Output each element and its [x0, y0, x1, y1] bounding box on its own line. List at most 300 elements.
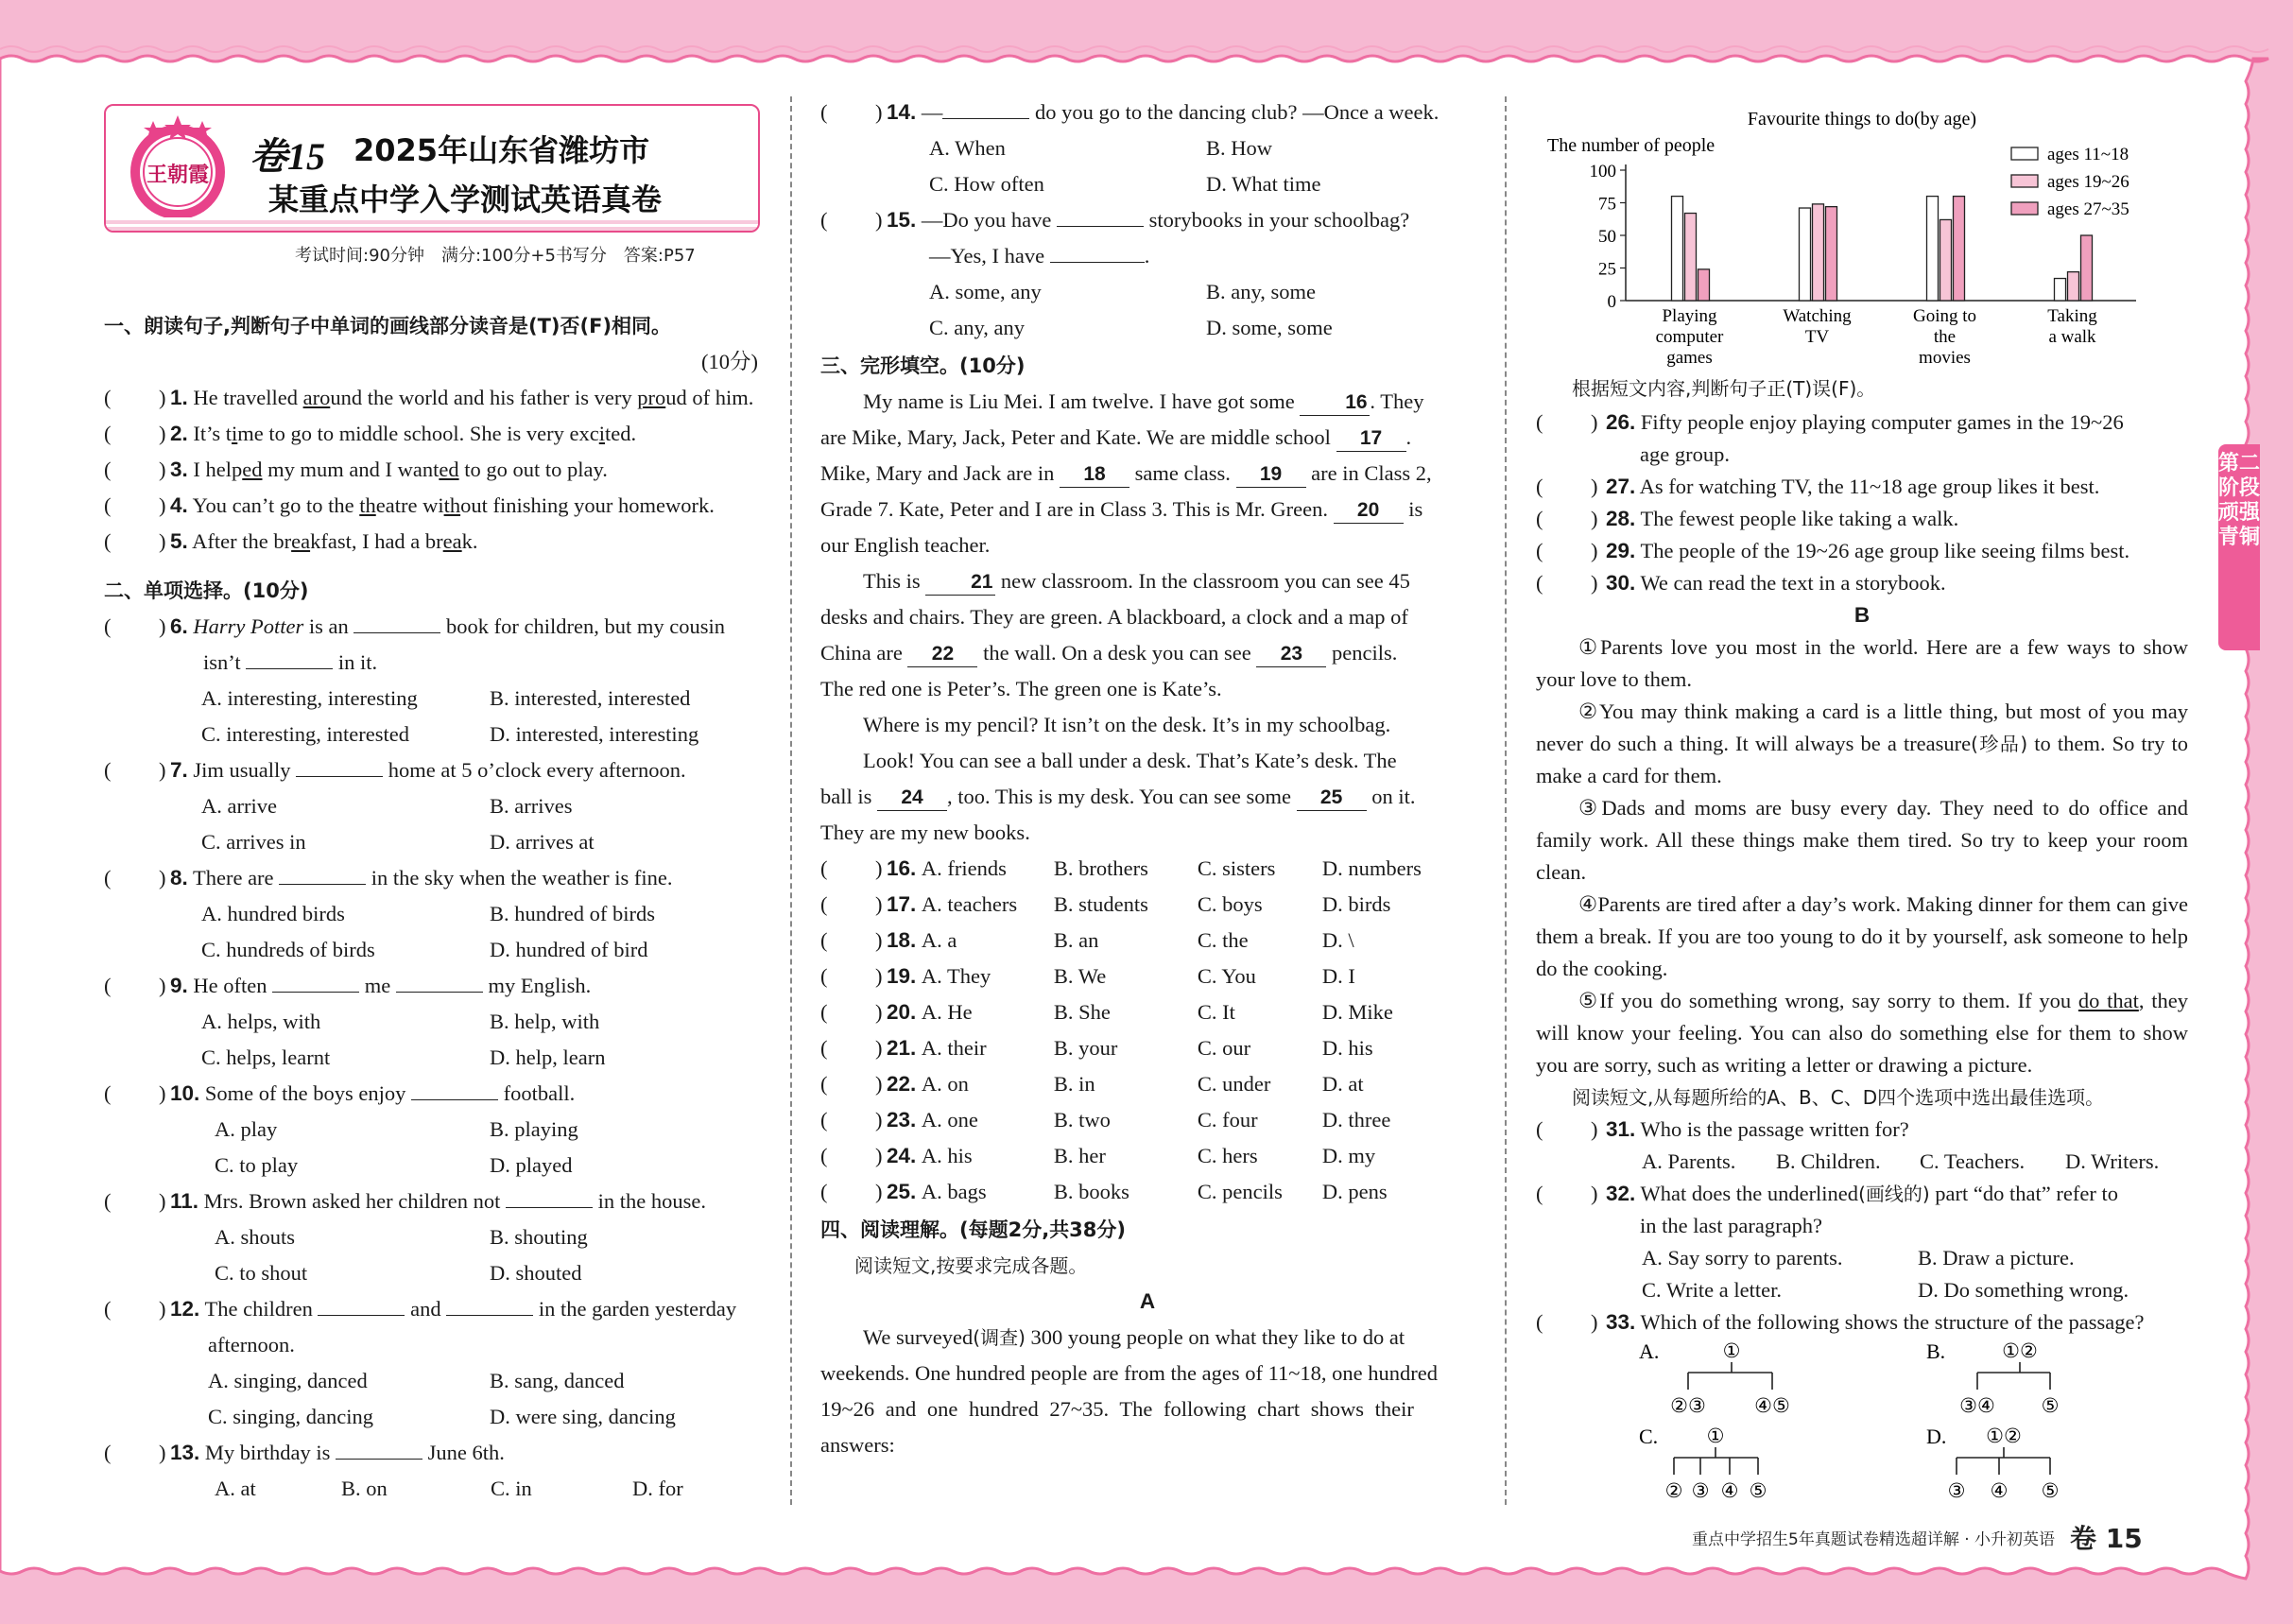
question-text: part “do that” refer to	[1929, 1182, 2118, 1205]
answer-bracket-open[interactable]: (	[104, 422, 112, 445]
book-title: Harry Potter	[193, 614, 304, 638]
legend-entry: ages 19~26	[2047, 172, 2129, 192]
answer-bracket-open[interactable]: (	[820, 1108, 828, 1132]
option-b[interactable]: B. shouting	[490, 1225, 588, 1249]
bar-chart	[1536, 102, 2188, 386]
option-d[interactable]: D. his	[1321, 1036, 1373, 1060]
option-b-label[interactable]: B.	[1926, 1339, 1946, 1363]
answer-bracket-close: )	[875, 1180, 883, 1203]
answer-blank[interactable]	[272, 969, 359, 993]
passage-b-label: B	[1853, 603, 1871, 627]
option-c-label[interactable]: C.	[1639, 1425, 1659, 1448]
option-b[interactable]: B. an	[1053, 928, 1099, 952]
option-b[interactable]: B. arrives	[490, 794, 573, 818]
option-c[interactable]: C. How often	[929, 172, 1044, 196]
answer-bracket-close: )	[1591, 410, 1598, 434]
cloze-blank-22[interactable]: 22	[907, 642, 977, 667]
question-6-continued	[104, 645, 758, 681]
answer-bracket-close: )	[159, 1081, 166, 1105]
options-row	[104, 824, 758, 860]
cloze-text: same class.	[1129, 461, 1236, 485]
option-c[interactable]: C. under	[1197, 1072, 1271, 1096]
option-b[interactable]: B. two	[1053, 1108, 1111, 1132]
question-number: 23.	[887, 1108, 917, 1132]
question-number: 19.	[887, 964, 917, 988]
answer-bracket-open[interactable]: (	[1536, 475, 1543, 498]
question-8	[104, 860, 758, 896]
page-footer	[1692, 1518, 2143, 1556]
option-a[interactable]: A. singing, danced	[208, 1369, 368, 1392]
exam-meta: 考试时间:90分钟 满分:100分+5书写分 答案:P57	[295, 246, 696, 266]
answer-bracket-open[interactable]: (	[104, 1081, 112, 1105]
question-number: 2.	[170, 422, 188, 445]
option-a[interactable]: A. one	[921, 1108, 978, 1132]
options-row	[104, 1219, 758, 1255]
question-3	[104, 452, 758, 488]
question-text: k.	[461, 529, 478, 553]
option-b[interactable]: B. sang, danced	[490, 1369, 625, 1392]
answer-bracket-open[interactable]: (	[820, 1072, 828, 1096]
answer-bracket-open[interactable]: (	[820, 1180, 828, 1203]
option-c[interactable]: C. It	[1197, 1000, 1235, 1024]
passage-b-paragraph: ③Dads and moms are busy every day. They need to do office and family work. All these things make them tired. So try to keep your room clean.	[1536, 796, 2188, 884]
school-seal-logo	[123, 113, 233, 223]
question-text: und the world and his father is very	[330, 386, 638, 409]
answer-bracket-close: )	[1591, 475, 1598, 498]
option-b[interactable]: B. help, with	[490, 1010, 600, 1033]
bar-4-3	[2081, 235, 2093, 301]
question-text: Jim usually	[193, 758, 297, 782]
options-row	[820, 130, 1474, 166]
underlined-part: th	[359, 493, 376, 517]
option-a[interactable]: A. bags	[921, 1180, 987, 1203]
cloze-text: is	[1403, 497, 1423, 521]
answer-bracket-open[interactable]: (	[820, 208, 828, 232]
option-c[interactable]: C. the	[1197, 928, 1249, 952]
option-c[interactable]: C. singing, dancing	[208, 1405, 373, 1428]
cloze-line: our English teacher.	[820, 533, 991, 557]
option-d[interactable]: D. numbers	[1321, 856, 1422, 880]
bar-3-3	[1954, 197, 1965, 301]
option-b[interactable]: B. on	[341, 1477, 388, 1500]
option-b[interactable]: B. students	[1053, 892, 1148, 916]
cloze-line	[820, 456, 1474, 492]
answer-bracket-open[interactable]: (	[104, 866, 112, 890]
chart-y-axis-label: The number of people	[1547, 135, 1715, 156]
question-number: 14.	[887, 100, 917, 124]
option-b[interactable]: B. your	[1053, 1036, 1118, 1060]
question-number: 17.	[887, 892, 917, 916]
underlined-part: ed	[242, 458, 263, 481]
cloze-text: new classroom. In the classroom you can see 45	[995, 569, 1410, 593]
passage-text: 300 young people on what they like to do at	[1025, 1325, 1405, 1349]
option-a-label[interactable]: A.	[1639, 1339, 1660, 1363]
answer-bracket-open[interactable]: (	[104, 1189, 112, 1213]
underlined-part: ed	[439, 458, 459, 481]
diagram-c-leaf: ③	[1691, 1479, 1710, 1502]
option-b[interactable]: B. any, some	[1206, 280, 1317, 303]
options-row	[820, 166, 1474, 202]
legend-entry: ages 27~35	[2047, 199, 2129, 219]
question-number: 30.	[1606, 571, 1636, 595]
option-b[interactable]: B. How	[1206, 136, 1273, 160]
answer-bracket-open[interactable]: (	[1536, 410, 1543, 434]
answer-blank[interactable]	[296, 753, 383, 777]
passage-b-paragraph: ④Parents are tired after a day’s work. Making dinner for them can give them a break. If you are too young to do it by yourself, ask someone to help do the cooking.	[1536, 892, 2188, 980]
question-number: 33.	[1606, 1310, 1636, 1334]
underlined-part: th	[443, 493, 461, 517]
answer-bracket-open[interactable]: (	[104, 974, 112, 997]
logo-text: 王朝霞	[146, 163, 210, 187]
question-text: Which of the following shows the structure of the passage?	[1640, 1310, 2145, 1334]
option-a[interactable]: A. at	[215, 1477, 256, 1500]
option-b[interactable]: B. playing	[490, 1117, 578, 1141]
option-b[interactable]: B. books	[1053, 1180, 1129, 1203]
option-c[interactable]: C. our	[1197, 1036, 1251, 1060]
option-c[interactable]: C. sisters	[1197, 856, 1276, 880]
passage-b-paragraph	[1536, 985, 2188, 1081]
question-text: in the house.	[592, 1189, 706, 1213]
option-a[interactable]: A. They	[921, 964, 991, 988]
question-number: 6.	[170, 614, 188, 638]
option-a[interactable]: A. helps, with	[201, 1010, 321, 1033]
option-b[interactable]: B. in	[1053, 1072, 1095, 1096]
option-d[interactable]: D. pens	[1321, 1180, 1388, 1203]
option-d[interactable]: D. Do something wrong.	[1918, 1278, 2129, 1302]
answer-blank[interactable]	[279, 861, 366, 885]
question-text: What does the underlined	[1640, 1182, 1859, 1205]
cloze-blank-21[interactable]: 21	[925, 570, 995, 596]
question-number: 24.	[887, 1144, 917, 1167]
option-a[interactable]: A. Say sorry to parents.	[1642, 1246, 1843, 1270]
option-d[interactable]: D. at	[1321, 1072, 1364, 1096]
option-d[interactable]: D. I	[1321, 964, 1355, 988]
option-a[interactable]: A. arrive	[201, 794, 277, 818]
option-b[interactable]: B. Draw a picture.	[1918, 1246, 2075, 1270]
answer-blank[interactable]	[336, 1436, 422, 1460]
options-row	[1536, 1146, 2188, 1178]
option-d[interactable]: D. Mike	[1321, 1000, 1393, 1024]
option-a[interactable]: A. friends	[921, 856, 1007, 880]
question-7	[104, 752, 758, 788]
option-d[interactable]: D. Writers.	[2065, 1149, 2160, 1173]
section-4-title: 四、阅读理解。(每题2分,共38分)	[820, 1218, 1127, 1241]
option-d[interactable]: D. interested, interesting	[490, 722, 699, 746]
passage-a-line: 19~26 and one hundred 27~35. The following chart shows their	[820, 1397, 1414, 1421]
question-text: The people of the 19~26 age group like seeing films best.	[1640, 539, 2130, 562]
option-c[interactable]: C. Teachers.	[1920, 1149, 2026, 1173]
option-d[interactable]: D. my	[1321, 1144, 1376, 1167]
question-text: You can’t go to the	[192, 493, 360, 517]
x-category-label: games	[1666, 348, 1713, 368]
cloze-text: ball is	[820, 785, 877, 808]
answer-blank[interactable]	[318, 1292, 405, 1316]
options-row	[1536, 1274, 2188, 1306]
answer-bracket-close: )	[875, 856, 883, 880]
cloze-text: Mike, Mary and Jack are in	[820, 461, 1060, 485]
question-text: There are	[192, 866, 280, 890]
question-2	[104, 416, 758, 452]
option-a[interactable]: A. on	[921, 1072, 969, 1096]
answer-bracket-close: )	[159, 493, 166, 517]
option-c[interactable]: C. boys	[1197, 892, 1263, 916]
option-d[interactable]: D. \	[1321, 928, 1354, 952]
option-c[interactable]: C. arrives in	[201, 830, 306, 854]
answer-blank[interactable]	[1057, 203, 1144, 227]
option-c[interactable]: C. any, any	[929, 316, 1026, 339]
answer-bracket-open[interactable]: (	[104, 458, 112, 481]
cloze-line: They are my new books.	[820, 821, 1030, 844]
option-c[interactable]: C. You	[1197, 964, 1256, 988]
answer-bracket-open[interactable]: (	[820, 1144, 828, 1167]
options-row	[104, 1471, 758, 1507]
answer-blank[interactable]	[446, 1292, 533, 1316]
passage-text: ②You may think making a card is a little thing, but most of you may never do such a thing. It will always be a treasure	[1536, 700, 2188, 755]
question-text: We can read the text in a storybook.	[1640, 571, 1946, 595]
options-row	[104, 1255, 758, 1291]
option-d-label[interactable]: D.	[1926, 1425, 1947, 1448]
question-text: Some of the boys enjoy	[204, 1081, 412, 1105]
answer-bracket-open[interactable]: (	[1536, 539, 1543, 562]
x-category-label: the	[1933, 327, 1957, 347]
cloze-text: are in Class 2,	[1305, 461, 1432, 485]
bar-2-1	[1800, 208, 1811, 301]
x-category-label: Playing	[1662, 306, 1717, 326]
answer-bracket-open[interactable]: (	[104, 1441, 112, 1464]
answer-blank[interactable]	[942, 95, 1029, 119]
question-14	[820, 95, 1474, 130]
answer-bracket-open[interactable]: (	[820, 100, 828, 124]
diagram-c-leaf: ⑤	[1749, 1479, 1767, 1502]
option-b[interactable]: B. her	[1053, 1144, 1106, 1167]
bar-3-2	[1940, 219, 1952, 301]
question-number: 25.	[887, 1180, 917, 1203]
option-b[interactable]: B. Children.	[1776, 1149, 1881, 1173]
passage-a-line	[820, 1320, 1474, 1356]
answer-bracket-close: )	[1591, 507, 1598, 530]
y-tick-label: 0	[1607, 292, 1616, 312]
question-15	[820, 202, 1474, 238]
question-number: 5.	[170, 529, 188, 553]
option-c[interactable]: C. hundreds of birds	[201, 938, 375, 961]
column-1	[104, 308, 758, 1507]
option-a[interactable]: A. He	[921, 1000, 973, 1024]
question-number: 26.	[1606, 410, 1636, 434]
answer-blank[interactable]	[411, 1077, 498, 1100]
answer-blank[interactable]	[396, 969, 483, 993]
answer-bracket-close: )	[159, 458, 166, 481]
options-row	[104, 717, 758, 752]
question-text: kfast, I had a br	[310, 529, 443, 553]
answer-bracket-open[interactable]: (	[1536, 571, 1543, 595]
footer-volume: 卷 15	[2070, 1523, 2143, 1554]
diagram-a-top: ①	[1722, 1339, 1741, 1362]
answer-bracket-open[interactable]: (	[104, 1297, 112, 1321]
answer-bracket-close: )	[159, 758, 166, 782]
cloze-line	[820, 384, 1474, 420]
option-d[interactable]: D. shouted	[490, 1261, 582, 1285]
cloze-question-17	[820, 887, 1474, 923]
answer-bracket-open[interactable]: (	[820, 1036, 828, 1060]
option-d[interactable]: D. three	[1321, 1108, 1391, 1132]
answer-bracket-open[interactable]: (	[104, 614, 112, 638]
underlined-part: ea	[442, 529, 462, 553]
option-c[interactable]: C. Write a letter.	[1642, 1278, 1783, 1302]
question-text: in the last paragraph?	[1640, 1214, 1823, 1237]
y-tick-label: 75	[1598, 194, 1616, 215]
column-2	[820, 95, 1474, 1463]
cloze-text: .	[1405, 425, 1412, 449]
option-a[interactable]: A. hundred birds	[201, 902, 345, 925]
x-category-label: movies	[1919, 348, 1971, 368]
option-b[interactable]: B. hundred of birds	[490, 902, 655, 925]
answer-bracket-open[interactable]: (	[820, 1000, 828, 1024]
option-c[interactable]: C. interesting, interested	[201, 722, 409, 746]
option-d[interactable]: D. help, learn	[490, 1045, 606, 1069]
question-13	[104, 1435, 758, 1471]
option-a[interactable]: A. Parents.	[1642, 1149, 1736, 1173]
cloze-blank-19[interactable]: 19	[1236, 462, 1306, 488]
option-d[interactable]: D. played	[490, 1153, 573, 1177]
cloze-question-23	[820, 1102, 1474, 1138]
question-number: 13.	[170, 1441, 200, 1464]
cloze-blank-18[interactable]: 18	[1060, 462, 1129, 488]
option-c[interactable]: C. helps, learnt	[201, 1045, 331, 1069]
answer-blank[interactable]	[506, 1184, 593, 1208]
answer-bracket-open[interactable]: (	[820, 856, 828, 880]
diagram-a-left: ②③	[1670, 1394, 1706, 1417]
answer-bracket-open[interactable]: (	[1536, 1310, 1543, 1334]
cloze-blank-24[interactable]: 24	[877, 786, 947, 811]
question-number: 28.	[1606, 507, 1636, 530]
answer-bracket-open[interactable]: (	[104, 529, 112, 553]
cloze-blank-16[interactable]: 16	[1300, 390, 1370, 416]
answer-bracket-close: )	[159, 422, 166, 445]
x-category-label: TV	[1804, 327, 1830, 347]
question-32	[1536, 1178, 2188, 1242]
answer-bracket-open[interactable]: (	[104, 386, 112, 409]
option-a[interactable]: A. his	[921, 1144, 973, 1167]
option-a[interactable]: A. interesting, interesting	[201, 686, 418, 710]
answer-bracket-close: )	[875, 1144, 883, 1167]
cloze-blank-25[interactable]: 25	[1297, 786, 1367, 811]
question-6	[104, 609, 758, 645]
footer-text: 重点中学招生5年真题试卷精选超详解 · 小升初英语	[1692, 1530, 2056, 1549]
option-a[interactable]: A. teachers	[921, 892, 1018, 916]
cloze-question-16	[820, 851, 1474, 887]
options-row	[104, 788, 758, 824]
y-tick-label: 25	[1598, 259, 1616, 280]
option-d[interactable]: D. What time	[1206, 172, 1321, 196]
legend-swatch	[2011, 175, 2038, 187]
answer-bracket-open[interactable]: (	[820, 892, 828, 916]
cloze-blank-20[interactable]: 20	[1334, 498, 1404, 524]
answer-blank[interactable]	[1050, 239, 1145, 263]
answer-bracket-close: )	[875, 892, 883, 916]
option-d[interactable]: D. birds	[1321, 892, 1391, 916]
option-d[interactable]: D. some, some	[1206, 316, 1333, 339]
question-text: ted.	[605, 422, 637, 445]
option-c[interactable]: C. pencils	[1197, 1180, 1283, 1203]
question-number: 1.	[170, 386, 188, 409]
answer-bracket-close: )	[159, 866, 166, 890]
question-number: 4.	[170, 493, 188, 517]
question-text: —	[921, 100, 943, 124]
answer-bracket-open[interactable]: (	[820, 928, 828, 952]
cloze-line: desks and chairs. They are green. A blackboard, a clock and a map of	[820, 605, 1408, 629]
y-tick-label: 50	[1598, 227, 1616, 247]
underlined-part: aro	[302, 386, 331, 409]
x-category-label: Going to	[1912, 306, 1977, 326]
answer-blank[interactable]	[353, 610, 440, 633]
passage-a-label: A	[1139, 1289, 1156, 1313]
answer-bracket-open[interactable]: (	[1536, 507, 1543, 530]
option-c[interactable]: C. hers	[1197, 1144, 1258, 1167]
option-a[interactable]: A. a	[921, 928, 957, 952]
option-a[interactable]: A. some, any	[929, 280, 1042, 303]
option-d[interactable]: D. arrives at	[490, 830, 595, 854]
option-c[interactable]: C. four	[1197, 1108, 1258, 1132]
diagram-d-top: ①②	[1986, 1425, 2022, 1447]
passage-b-instruction: 阅读短文,从每题所给的A、B、C、D四个选项中选出最佳选项。	[1572, 1086, 2105, 1109]
option-a[interactable]: A. shouts	[215, 1225, 296, 1249]
passage-text: to them. So try to make a card for them.	[1536, 732, 2189, 787]
question-text: —Do you have	[921, 208, 1058, 232]
option-b[interactable]: B. interested, interested	[490, 686, 691, 710]
diagram-d-leaf: ⑤	[2041, 1479, 2060, 1502]
question-12	[104, 1291, 758, 1327]
option-c[interactable]: C. to play	[215, 1153, 299, 1177]
question-number: 22.	[887, 1072, 917, 1096]
question-number: 18.	[887, 928, 917, 952]
answer-blank[interactable]	[246, 646, 333, 669]
question-26	[1536, 406, 2188, 471]
answer-bracket-close: )	[159, 529, 166, 553]
answer-bracket-open[interactable]: (	[104, 758, 112, 782]
question-text: Fifty people enjoy playing computer games in the 19~26	[1640, 410, 2124, 434]
cloze-blank-17[interactable]: 17	[1336, 426, 1406, 452]
option-b[interactable]: B. brothers	[1053, 856, 1148, 880]
option-d[interactable]: D. hundred of bird	[490, 938, 648, 961]
answer-bracket-close: )	[875, 928, 883, 952]
question-text: isn’t	[203, 650, 247, 674]
option-c[interactable]: C. in	[491, 1477, 532, 1500]
chart-title: Favourite things to do(by age)	[1747, 109, 1977, 130]
question-1	[104, 380, 758, 416]
cloze-question-19	[820, 959, 1474, 994]
answer-bracket-open[interactable]: (	[1536, 1182, 1543, 1205]
answer-bracket-open[interactable]: (	[104, 493, 112, 517]
options-row	[104, 932, 758, 968]
option-a[interactable]: A. their	[921, 1036, 987, 1060]
cloze-blank-23[interactable]: 23	[1256, 642, 1326, 667]
option-a[interactable]: A. play	[215, 1117, 278, 1141]
option-a[interactable]: A. When	[929, 136, 1006, 160]
option-d[interactable]: D. were sing, dancing	[490, 1405, 676, 1428]
question-text: in the garden yesterday	[533, 1297, 737, 1321]
question-number: 31.	[1606, 1117, 1636, 1141]
option-b[interactable]: B. We	[1053, 964, 1107, 988]
option-d[interactable]: D. for	[632, 1477, 683, 1500]
option-c[interactable]: C. to shout	[215, 1261, 308, 1285]
cloze-line: Where is my pencil? It isn’t on the desk. It’s in my schoolbag.	[863, 713, 1391, 736]
underlined-part: i	[232, 422, 238, 445]
option-b[interactable]: B. She	[1053, 1000, 1111, 1024]
answer-bracket-open[interactable]: (	[820, 964, 828, 988]
cloze-line: The red one is Peter’s. The green one is Kate’s.	[820, 677, 1222, 700]
answer-bracket-close: )	[875, 1072, 883, 1096]
answer-bracket-open[interactable]: (	[1536, 1117, 1543, 1141]
